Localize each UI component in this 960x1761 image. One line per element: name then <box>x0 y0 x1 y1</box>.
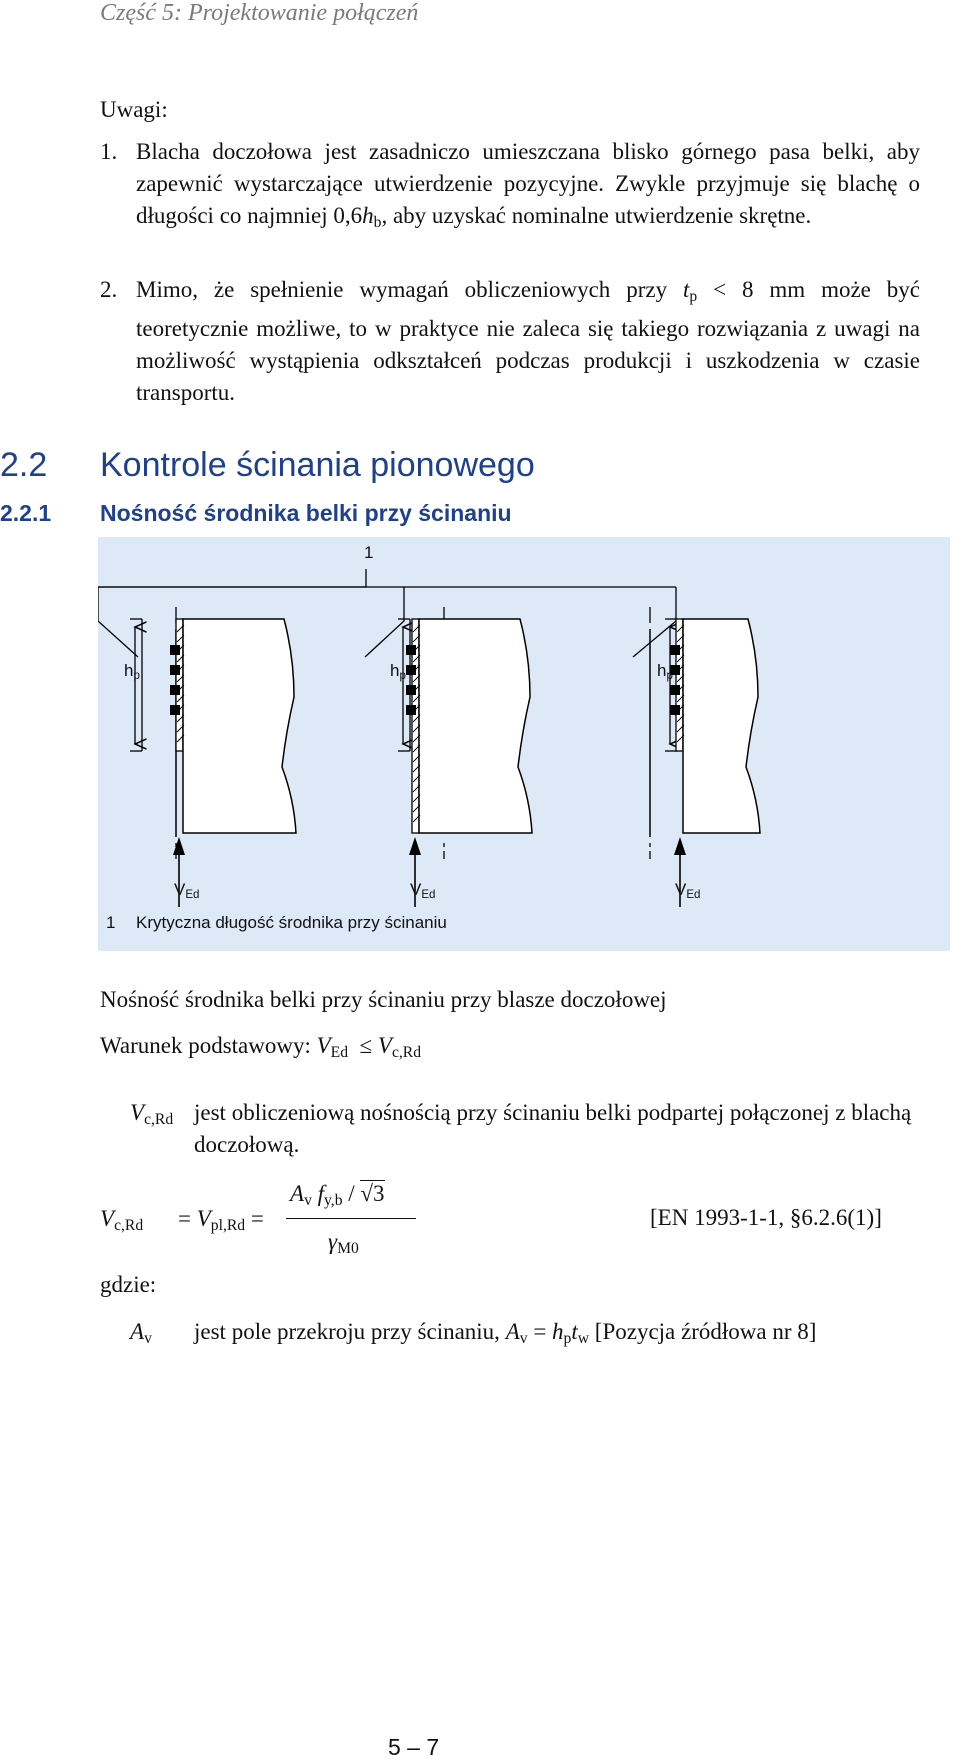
note-text: Blacha doczołowa jest zasadniczo umieszczana blisko górnego pasa belki, aby zapewnić wystarczające utwierdzenie pozycyjne. Zwykle przyjmuje się blachę o długości co najmniej $0,6h_b$, aby uzyskać nominalne utwierdzenie skrętne. <box>136 139 920 231</box>
note-number: 2. <box>100 277 118 302</box>
hp-label: $h_p$ <box>390 661 406 682</box>
where-label: gdzie: <box>100 1272 157 1297</box>
end-plate-diagram <box>98 537 950 951</box>
page-number: 5 – 7 <box>388 1734 440 1760</box>
notes-heading: Uwagi: <box>100 97 168 122</box>
shear-web-figure <box>98 537 950 951</box>
note-2 <box>100 274 920 409</box>
formula-reference: [EN 1993-1-1, §6.2.6(1)] <box>650 1205 882 1230</box>
callout-number: 1 <box>364 543 374 562</box>
legend-number: 1 <box>106 913 116 932</box>
note-number: 1. <box>100 139 118 164</box>
formula-mid: = $V_{pl,Rd}$ = <box>178 1206 264 1234</box>
ved-label: $V_{Ed}$ <box>675 880 701 901</box>
assembly-1 <box>130 607 296 907</box>
where-symbol: $A_v$ <box>130 1319 152 1347</box>
where-definition: jest pole przekroju przy ścinaniu, $A_v = h_pt_w$ [Pozycja źródłowa nr 8] <box>194 1319 817 1347</box>
note-text: Mimo, że spełnienie wymagań obliczeniowych przy $t_p < 8$ mm może być teoretycznie możliwe, to w praktyce nie zaleca się takiego rozwiązania z uwagi na możliwość wystąpienia odkształceń podczas produkcji i uszkodzenia w czasie transportu. <box>136 277 920 405</box>
ved-label: $V_{Ed}$ <box>410 880 436 901</box>
formula-denominator: $\gamma_{M0}$ <box>328 1229 359 1257</box>
formula-lhs: $V_{c,Rd}$ <box>100 1206 144 1234</box>
note-1 <box>100 136 920 239</box>
hp-label: $h_p$ <box>124 661 140 682</box>
formula-numerator: $A_v$ $f_{y,b} / √3$ <box>290 1181 385 1209</box>
intro-text: Nośność środnika belki przy ścinaniu przy blasze doczołowej <box>100 987 667 1012</box>
assembly-3 <box>650 607 760 907</box>
assembly-2 <box>398 607 532 907</box>
ved-label: $V_{Ed}$ <box>174 880 200 901</box>
basic-condition: Warunek podstawowy: $V_{Ed} \le V_{c,Rd}$ <box>100 1033 422 1061</box>
fraction-bar <box>286 1218 416 1219</box>
legend-text: Krytyczna długość środnika przy ścinaniu <box>136 913 447 932</box>
chapter-header: Część 5: Projektowanie połączeń <box>100 0 419 26</box>
hp-label: $h_p$ <box>657 661 673 682</box>
definition-text: jest obliczeniową nośnością przy ścinaniu belki podpartej połączonej z blachą doczołową. <box>194 1100 912 1157</box>
definition-symbol: $V_{c,Rd}$ <box>130 1100 174 1128</box>
